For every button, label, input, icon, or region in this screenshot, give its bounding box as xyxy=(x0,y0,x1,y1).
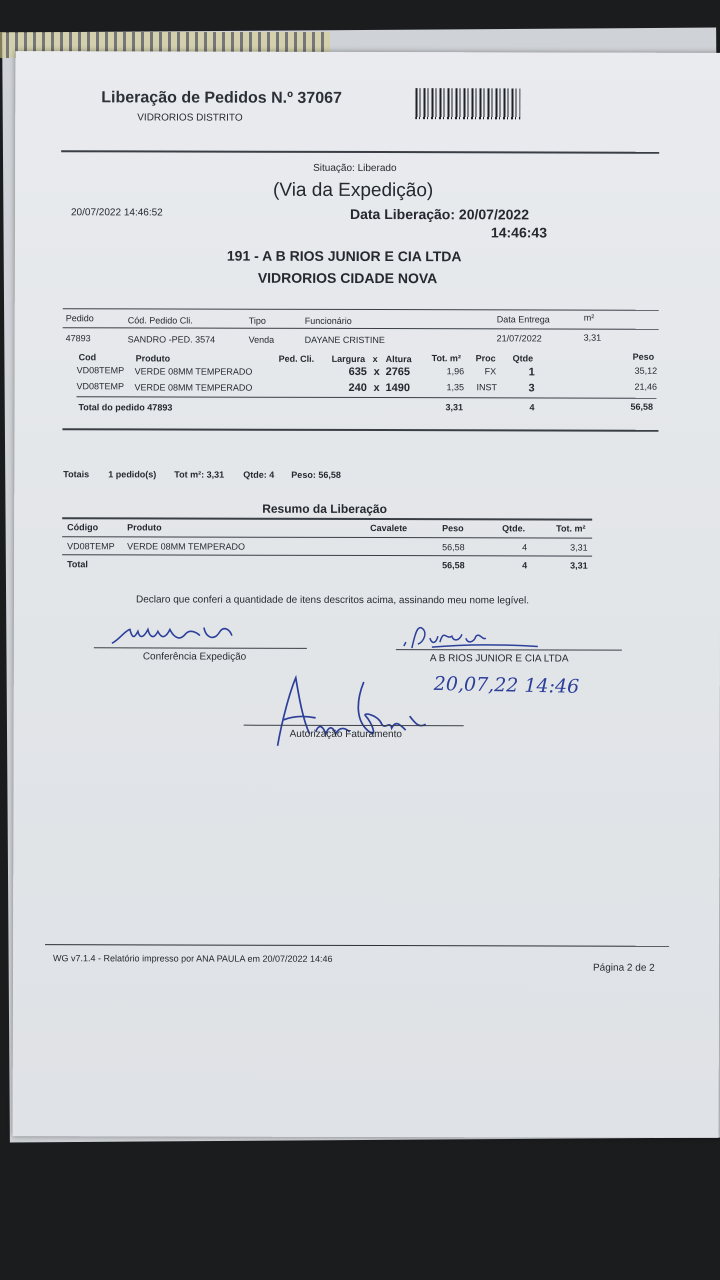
document-title: Liberação de Pedidos N.º 37067 xyxy=(101,89,342,107)
signature-label-bottom: Autorização Faturamento xyxy=(289,728,402,741)
order-data-entrega: 21/07/2022 xyxy=(496,333,542,344)
summary-header-rule xyxy=(62,536,592,538)
item-produto: VERDE 08MM TEMPERADO xyxy=(134,366,253,377)
item-total-rule xyxy=(77,396,657,399)
order-pedido: 47893 xyxy=(65,333,91,344)
item-peso: 35,12 xyxy=(634,365,658,376)
col-funcionario: Funcionário xyxy=(304,315,352,326)
signature-label-left: Conferência Expedição xyxy=(142,651,247,663)
summary-produto: VERDE 08MM TEMPERADO xyxy=(127,541,245,552)
summary-col-cavalete: Cavalete xyxy=(370,523,408,534)
totals-pedidos: 1 pedido(s) xyxy=(108,469,157,480)
signature-label-right: A B RIOS JUNIOR E CIA LTDA xyxy=(429,653,569,665)
item-largura: 240 xyxy=(348,381,367,394)
totals-peso: Peso: 56,58 xyxy=(291,469,341,480)
printed-timestamp: 20/07/2022 14:46:52 xyxy=(70,207,163,219)
signature-authorization xyxy=(260,672,430,752)
summary-qtde: 4 xyxy=(522,542,528,553)
item-produto: VERDE 08MM TEMPERADO xyxy=(134,382,253,393)
item-col-x: x xyxy=(372,354,378,365)
summary-total-label: Total xyxy=(67,559,88,570)
item-col-ped-cli: Ped. Cli. xyxy=(278,353,315,364)
summary-codigo: VD08TEMP xyxy=(67,541,115,552)
col-pedido: Pedido xyxy=(65,313,94,324)
signature-client xyxy=(402,620,542,652)
order-funcionario: DAYANE CRISTINE xyxy=(304,334,385,346)
order-cod-pedido: SANDRO -PED. 3574 xyxy=(127,334,216,345)
item-tot-m2: 1,35 xyxy=(446,382,465,393)
page-number: Página 2 de 2 xyxy=(593,962,655,974)
summary-col-codigo: Código xyxy=(67,522,99,533)
item-qtde: 1 xyxy=(528,366,535,379)
item-col-proc: Proc xyxy=(475,353,496,364)
footer-rule xyxy=(45,944,669,947)
summary-col-qtde: Qtde. xyxy=(502,523,526,534)
item-col-produto: Produto xyxy=(135,353,171,364)
col-m2: m² xyxy=(583,312,595,323)
release-time: 14:46:43 xyxy=(490,224,548,241)
item-cod: VD08TEMP xyxy=(76,365,125,376)
item-qtde: 3 xyxy=(528,382,535,395)
order-header-rule xyxy=(63,327,659,330)
client-name: 191 - A B RIOS JUNIOR E CIA LTDA xyxy=(226,247,462,265)
col-cod-pedido: Cód. Pedido Cli. xyxy=(127,315,193,326)
copy-label: (Via da Expedição) xyxy=(273,179,434,202)
release-date: Data Liberação: 20/07/2022 xyxy=(349,205,530,223)
header-divider xyxy=(61,150,659,154)
order-total-qtde: 4 xyxy=(529,402,535,413)
totals-qtde: Qtde: 4 xyxy=(243,469,275,480)
item-cod: VD08TEMP xyxy=(76,381,125,392)
order-table-bottom-rule xyxy=(62,428,658,432)
barcode-icon xyxy=(415,88,520,119)
store-name: VIDRORIOS CIDADE NOVA xyxy=(257,269,438,287)
item-x: x xyxy=(373,366,380,379)
signature-conference xyxy=(110,619,240,649)
item-col-tot-m2: Tot. m² xyxy=(431,353,461,364)
item-col-cod: Cod xyxy=(78,352,97,363)
item-peso: 21,46 xyxy=(634,381,658,392)
col-tipo: Tipo xyxy=(248,315,266,326)
item-col-largura: Largura xyxy=(331,353,366,364)
item-altura: 1490 xyxy=(385,382,411,395)
summary-tot-m2: 3,31 xyxy=(570,542,588,553)
item-col-altura: Altura xyxy=(385,354,412,365)
order-table-top-rule xyxy=(63,308,659,311)
item-proc: FX xyxy=(484,366,497,377)
item-altura: 2765 xyxy=(385,366,411,379)
status-label: Situação: Liberado xyxy=(313,162,397,175)
order-tipo: Venda xyxy=(248,334,275,345)
summary-col-produto: Produto xyxy=(127,522,162,533)
summary-total-tot-m2: 3,31 xyxy=(570,560,588,571)
item-x: x xyxy=(373,382,380,395)
document-subtitle: VIDRORIOS DISTRITO xyxy=(137,112,243,124)
totals-m2: Tot m²: 3,31 xyxy=(174,469,225,480)
summary-total-rule xyxy=(62,554,592,556)
handwritten-date: 20,07,22 14:46 xyxy=(433,672,580,698)
summary-col-tot-m2: Tot. m² xyxy=(556,523,586,534)
item-col-qtde: Qtde xyxy=(512,353,534,364)
footer-printed-by: WG v7.1.4 - Relatório impresso por ANA PAULA em 20/07/2022 14:46 xyxy=(53,953,333,964)
summary-title: Resumo da Liberação xyxy=(262,501,387,517)
col-data-entrega: Data Entrega xyxy=(496,314,550,325)
order-total-m2: 3,31 xyxy=(445,402,464,413)
summary-total-peso: 56,58 xyxy=(442,560,465,571)
summary-col-peso: Peso xyxy=(442,523,464,534)
order-total-peso: 56,58 xyxy=(630,401,654,412)
item-proc: INST xyxy=(476,382,498,393)
order-total-label: Total do pedido 47893 xyxy=(78,402,173,413)
summary-total-qtde: 4 xyxy=(522,560,528,571)
item-col-peso: Peso xyxy=(632,351,655,362)
summary-peso: 56,58 xyxy=(442,542,465,553)
totals-label: Totais xyxy=(63,469,90,480)
item-tot-m2: 1,96 xyxy=(446,366,465,377)
document-page xyxy=(13,51,720,1138)
summary-top-rule xyxy=(62,517,592,520)
item-largura: 635 xyxy=(348,365,367,378)
order-m2: 3,31 xyxy=(583,332,602,343)
declaration-text: Declaro que conferi a quantidade de itens descritos acima, assinando meu nome legível. xyxy=(135,594,530,607)
